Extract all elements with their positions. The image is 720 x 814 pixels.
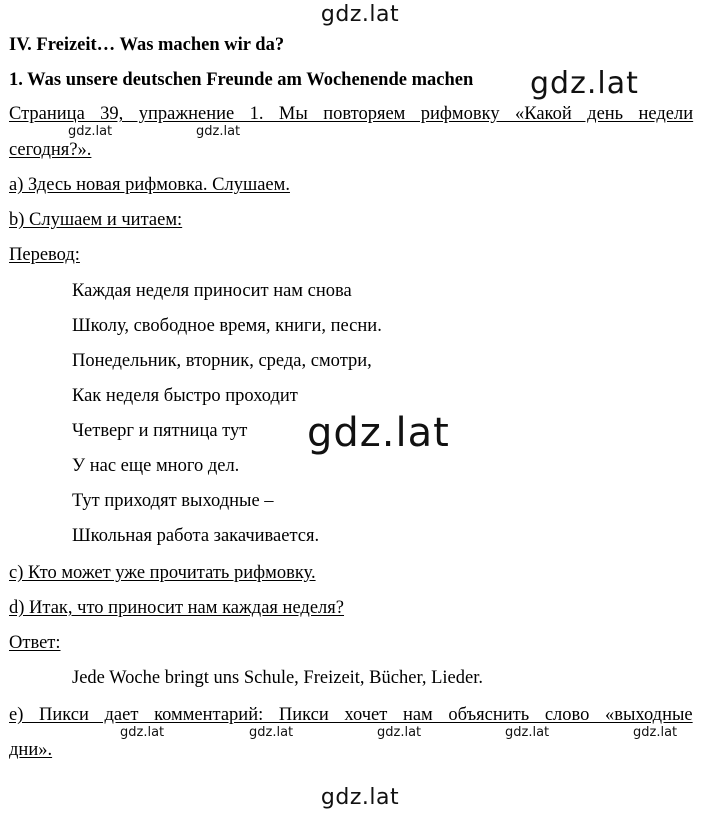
part-d: d) Итак, что приносит нам каждая неделя? <box>9 598 345 618</box>
translation-label: Перевод: <box>9 245 80 265</box>
watermark-small: gdz.lat <box>249 725 294 740</box>
poem-line: Школу, свободное время, книги, песни. <box>72 316 382 336</box>
poem-line: Понедельник, вторник, среда, смотри, <box>72 351 372 371</box>
watermark-small: gdz.lat <box>377 725 422 740</box>
section-heading: IV. Freizeit… Was machen wir da? <box>9 35 285 55</box>
part-a: a) Здесь новая рифмовка. Слушаем. <box>9 175 290 195</box>
poem-line: Школьная работа закачивается. <box>72 526 320 546</box>
part-e-line1: e) Пикси дает комментарий: Пикси хочет нам объяснить слово «выходные <box>9 705 693 725</box>
poem-line: У нас еще много дел. <box>72 456 240 476</box>
part-e-line2: дни». <box>9 740 53 760</box>
watermark-small: gdz.lat <box>505 725 550 740</box>
poem-line: Как неделя быстро проходит <box>72 386 298 406</box>
part-c: c) Кто может уже прочитать рифмовку. <box>9 563 316 583</box>
watermark-small: gdz.lat <box>633 725 678 740</box>
watermark-middle: gdz.lat <box>307 410 450 456</box>
watermark-top: gdz.lat <box>320 2 400 27</box>
poem-line: Тут приходят выходные – <box>72 491 274 511</box>
watermark-bottom: gdz.lat <box>320 785 400 810</box>
answer-label: Ответ: <box>9 633 61 653</box>
watermark-small: gdz.lat <box>196 124 241 139</box>
poem-line: Каждая неделя приносит нам снова <box>72 281 352 301</box>
poem-line: Четверг и пятница тут <box>72 421 248 441</box>
watermark-small: gdz.lat <box>68 124 113 139</box>
watermark-small: gdz.lat <box>120 725 165 740</box>
task-intro-line1: Страница 39, упражнение 1. Мы повторяем рифмовку «Какой день недели <box>9 104 694 124</box>
part-b: b) Слушаем и читаем: <box>9 210 183 230</box>
task-intro-line2: сегодня?». <box>9 140 92 160</box>
answer-text: Jede Woche bringt uns Schule, Freizeit, Bücher, Lieder. <box>72 668 483 688</box>
watermark-right: gdz.lat <box>530 66 639 101</box>
lesson-heading: 1. Was unsere deutschen Freunde am Wochenende machen <box>9 70 474 90</box>
